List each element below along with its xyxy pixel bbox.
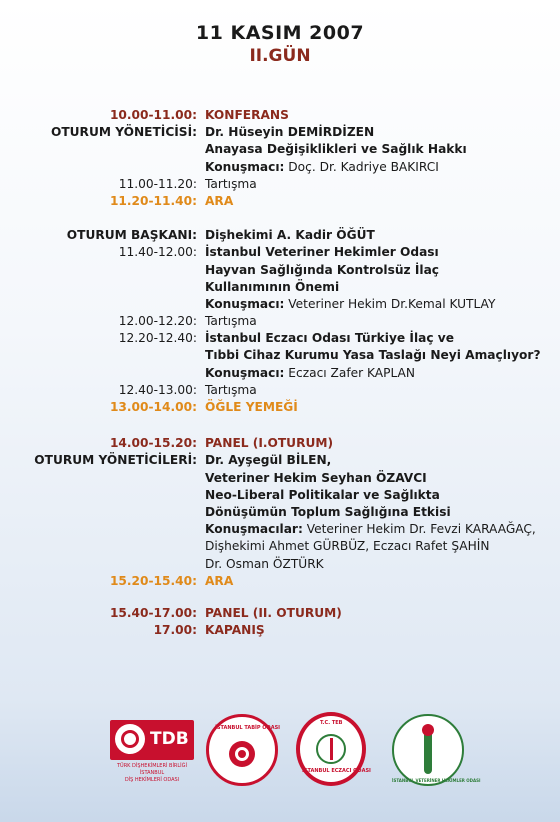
tdb-seal-icon [115,724,145,754]
schedule-row [0,347,560,364]
row-content: İstanbul Eczacı Odası Türkiye İlaç ve [205,331,455,346]
row-content: Kullanımının Önemi [205,279,340,294]
row-content: ARA [205,193,234,208]
row-time-label: 17.00: [153,623,197,638]
schedule-row [0,521,560,538]
schedule-row [0,227,560,244]
row-content: Veteriner Hekim Seyhan ÖZAVCI [205,470,427,485]
ieo-text: İSTANBUL ECZACI ODASI [302,768,371,774]
schedule-row [0,504,560,521]
schedule-row [0,452,560,469]
speaker-name: Doç. Dr. Kadriye BAKIRCI [284,159,439,174]
row-time-label: 13.00-14.00: [109,400,197,414]
row-content: Tartışma [205,176,257,191]
tdb-sub-line-1: TÜRK DİŞHEKİMLERİ BİRLİĞİ [116,763,187,769]
row-time-label: 12.20-12.40: [118,331,197,346]
speaker-name: Eczacı Zafer KAPLAN [284,365,416,380]
schedule-row [0,622,560,639]
row-time-label: OTURUM BAŞKANI: [66,228,197,243]
schedule-row [0,399,560,416]
schedule-row [0,141,560,158]
row-content: Hayvan Sağlığında Kontrolsüz İlaç [205,262,440,277]
spacer [0,416,560,435]
tdb-sub-line-3: DİŞ HEKİMLERİ ODASI [124,777,180,783]
row-time-label: 12.40-13.00: [118,382,197,397]
schedule-row [0,365,560,382]
speaker-label: Konuşmacılar: [205,522,303,537]
row-content [205,365,415,382]
header [0,22,560,66]
row-content: ARA [205,573,234,588]
row-content [205,159,439,176]
row-content: PANEL (II. OTURUM) [205,605,342,620]
schedule-row [0,313,560,330]
schedule-row [0,193,560,210]
tdb-logo-box [110,720,194,760]
ieo-emblem-icon [316,734,346,764]
row-time-label: 11.40-12.00: [118,245,197,260]
schedule-row [0,435,560,452]
row-content [205,296,495,313]
schedule-row [0,605,560,622]
row-content: Dr. Osman ÖZTÜRK [205,556,324,571]
row-content: PANEL (I.OTURUM) [205,436,334,451]
spacer [0,210,560,227]
speaker-name: Veteriner Hekim Dr. Fevzi KARAAĞAÇ, [302,522,536,537]
schedule-row [0,279,560,296]
ito-text: İSTANBUL TABİP ODASI [215,725,281,731]
tdb-logo [110,720,194,786]
schedule-row [0,124,560,141]
schedule-row [0,538,560,555]
schedule-row [0,159,560,176]
ito-emblem-icon [229,741,255,767]
speaker-label: Konuşmacı: [205,296,285,311]
row-time-label: 14.00-15.20: [109,436,197,451]
row-time-label: 11.00-11.20: [118,176,197,191]
schedule [0,107,560,639]
schedule-row [0,107,560,124]
schedule-row [0,296,560,313]
row-time-label: OTURUM YÖNETİCİSİ: [50,125,197,140]
schedule-row [0,262,560,279]
row-time-label: 11.20-11.40: [109,193,197,208]
row-time-label: 10.00-11.00: [109,108,197,122]
row-content: İstanbul Veteriner Hekimler Odası [205,245,439,260]
schedule-row [0,330,560,347]
logo-strip [0,712,560,792]
row-time-label: 15.40-17.00: [109,605,197,620]
event-day: II.GÜN [249,46,311,66]
row-content [205,521,536,538]
schedule-row [0,244,560,261]
row-time-label: OTURUM YÖNETİCİLERİ: [34,453,197,468]
istanbul-tabip-odasi-logo [206,714,281,786]
row-content: Dönüşümün Toplum Sağlığına Etkisi [205,504,451,519]
row-time-label: 12.00-12.20: [118,314,197,329]
tdb-name: TDB [150,729,189,749]
row-content: Dr. Ayşegül BİLEN, [205,453,332,468]
tdb-subtitle [110,763,194,784]
istanbul-eczaci-odasi-logo [296,712,371,786]
row-content: Tıbbi Cihaz Kurumu Yasa Taslağı Neyi Amaçlıyor? [205,348,541,363]
row-content: Dişhekimi A. Kadir ÖĞÜT [205,228,375,243]
schedule-row [0,487,560,504]
schedule-row [0,556,560,573]
istanbul-veteriner-hekimler-odasi-logo [392,714,481,786]
speaker-label: Konuşmacı: [205,159,285,174]
spacer [0,590,560,605]
schedule-row [0,573,560,590]
row-time-label: 15.20-15.40: [109,573,197,588]
speaker-label: Konuşmacı: [205,365,285,380]
row-content: Dr. Hüseyin DEMİRDİZEN [205,125,375,140]
row-content: Tartışma [205,314,257,329]
vet-emblem-icon [424,726,432,774]
speaker-name: Veteriner Hekim Dr.Kemal KUTLAY [284,296,496,311]
row-content: KONFERANS [205,108,289,122]
row-content: Tartışma [205,382,257,397]
schedule-row [0,382,560,399]
row-content: Dişhekimi Ahmet GÜRBÜZ, Eczacı Rafet ŞAHİN [205,539,490,554]
row-content: KAPANIŞ [205,623,265,638]
schedule-row [0,176,560,193]
event-date: 11 KASIM 2007 [195,22,365,44]
row-content: Anayasa Değişiklikleri ve Sağlık Hakkı [205,142,467,157]
ieo-top-text: T.C. TEB [320,720,343,726]
schedule-row [0,470,560,487]
row-content: ÖĞLE YEMEĞİ [205,400,298,414]
row-content: Neo-Liberal Politikalar ve Sağlıkta [205,487,440,502]
vet-text: İSTANBUL VETERİNER HEKİMLER ODASI [392,778,481,783]
tdb-sub-line-2: İSTANBUL [139,770,165,776]
